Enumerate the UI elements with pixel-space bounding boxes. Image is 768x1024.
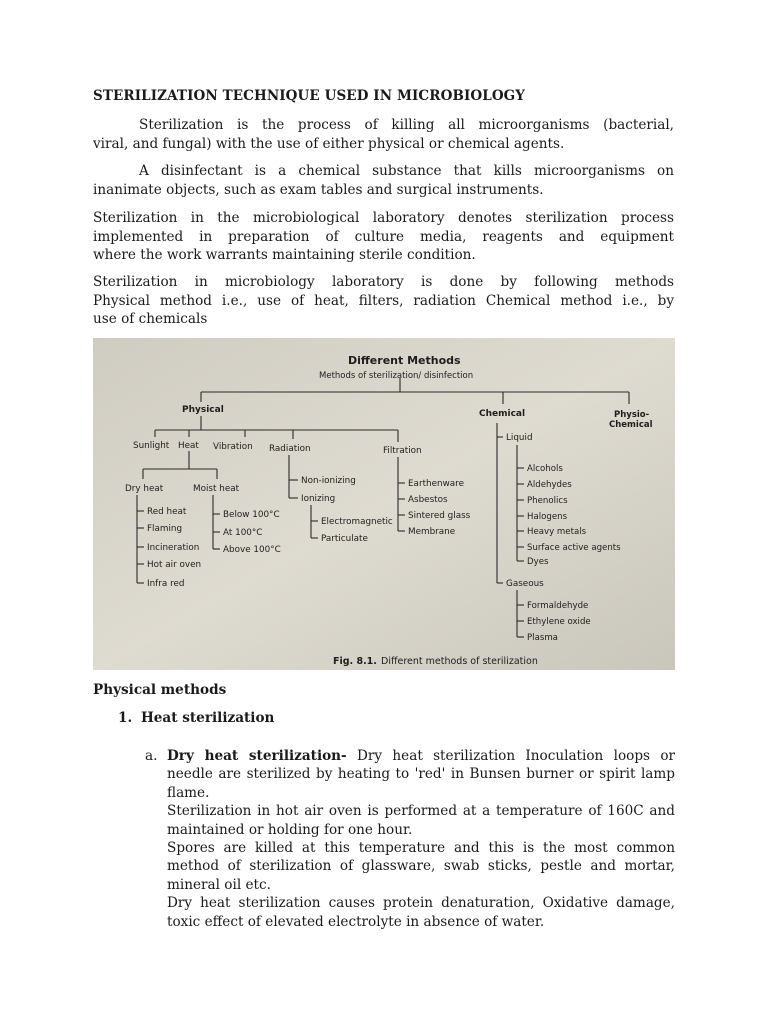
- text-line: use of chemicals: [93, 311, 208, 327]
- non-ionizing-label: Non-ionizing: [301, 476, 356, 486]
- paragraph-lab-sterilization: [93, 209, 674, 265]
- section-heading: Physical methods: [93, 682, 227, 698]
- dry-heat-item: Hot air oven: [147, 560, 202, 570]
- item-lead: Dry heat sterilization-: [167, 748, 347, 764]
- moist-heat-item: At 100°C: [223, 528, 263, 538]
- paragraph-definition: [93, 116, 674, 153]
- filtration-item: Earthenware: [408, 479, 464, 489]
- radiation-label: Radiation: [269, 444, 311, 454]
- text-line: Physical method i.e., use of heat, filters, radiation Chemical method i.e., by: [93, 292, 674, 309]
- text-line: Sterilization is the process of killing all microorganisms (bacterial,: [139, 117, 674, 133]
- moist-heat-item: Below 100°C: [223, 510, 280, 520]
- text-line: A disinfectant is a chemical substance that kills microorganisms on: [139, 163, 674, 179]
- filtration-item: Membrane: [408, 527, 456, 537]
- filtration-item: Sintered glass: [408, 511, 471, 521]
- text-line: Sterilization in the microbiological laboratory denotes sterilization process: [93, 210, 674, 226]
- liquid-item: Heavy metals: [527, 527, 587, 537]
- figure-caption-text: Different methods of sterilization: [381, 656, 538, 667]
- figure-subheading: Methods of sterilization/ disinfection: [319, 371, 474, 381]
- liquid-item: Phenolics: [527, 496, 568, 506]
- liquid-item: Halogens: [527, 512, 568, 522]
- dry-heat-item: Red heat: [147, 507, 187, 517]
- sunlight-label: Sunlight: [133, 441, 170, 451]
- list-marker: a.: [145, 748, 158, 764]
- physio-label: Physio-: [614, 410, 650, 420]
- paragraph-methods: [93, 273, 674, 329]
- liquid-label: Liquid: [506, 433, 533, 443]
- item-paragraph: Sterilization in hot air oven is performed at a temperature of 160C and maintained or holding for one hour.: [167, 803, 675, 838]
- moist-heat-label: Moist heat: [193, 484, 240, 494]
- subsection-heading: [118, 710, 274, 726]
- electromagnetic-label: Electromagnetic: [321, 517, 393, 527]
- physical-label: Physical: [182, 405, 224, 415]
- dry-heat-label: Dry heat: [125, 484, 164, 494]
- dry-heat-item: Incineration: [147, 543, 200, 553]
- figure-heading: Different Methods: [348, 354, 461, 367]
- gaseous-label: Gaseous: [506, 579, 544, 589]
- item-text: Dry heat sterilization Inoculation loops or needle are sterilized by heating to 'red' in Bunsen burner or spirit lamp flame.: [167, 748, 676, 801]
- dry-heat-item: Infra red: [147, 579, 185, 589]
- text-line: Sterilization in microbiology laboratory is done by following methods: [93, 274, 674, 290]
- methods-tree-diagram: [93, 338, 675, 670]
- liquid-item: Alcohols: [527, 464, 563, 474]
- paragraph-disinfectant: [93, 162, 674, 199]
- text-line: implemented in preparation of culture media, reagents and equipment: [93, 228, 674, 245]
- chemical-label: Chemical: [479, 409, 526, 419]
- physio-label: Chemical: [609, 420, 653, 430]
- filtration-label: Filtration: [383, 446, 422, 456]
- dry-heat-item: Flaming: [147, 524, 183, 534]
- filtration-item: Asbestos: [408, 495, 448, 505]
- subsection-title: Heat sterilization: [140, 710, 275, 726]
- text-line: inanimate objects, such as exam tables and surgical instruments.: [93, 181, 544, 198]
- gaseous-item: Ethylene oxide: [527, 617, 591, 627]
- subsection-number: 1.: [118, 710, 133, 726]
- item-paragraph: Spores are killed at this temperature and this is the most common method of sterilization of glassware, swab sticks, pestle and mortar, mineral oil etc.: [167, 840, 675, 893]
- methods-figure: [93, 338, 675, 670]
- gaseous-item: Plasma: [527, 633, 558, 643]
- list-item-body: [167, 747, 675, 931]
- vibration-label: Vibration: [213, 442, 253, 452]
- gaseous-item: Formaldehyde: [527, 601, 589, 611]
- text-line: where the work warrants maintaining sterile condition.: [93, 247, 476, 263]
- text-line: viral, and fungal) with the use of either physical or chemical agents.: [93, 135, 565, 152]
- liquid-item: Surface active agents: [527, 543, 621, 553]
- item-paragraph: Dry heat sterilization causes protein denaturation, Oxidative damage, toxic effect of elevated electrolyte in absence of water.: [167, 895, 675, 930]
- item-paragraph: [167, 747, 675, 802]
- liquid-item: Dyes: [527, 557, 549, 567]
- liquid-item: Aldehydes: [527, 480, 572, 490]
- figure-caption-number: Fig. 8.1.: [333, 656, 377, 667]
- ionizing-label: Ionizing: [301, 494, 336, 504]
- particulate-label: Particulate: [321, 534, 368, 544]
- document-title: STERILIZATION TECHNIQUE USED IN MICROBIOLOGY: [93, 88, 526, 104]
- moist-heat-item: Above 100°C: [223, 545, 281, 555]
- heat-label: Heat: [178, 441, 199, 451]
